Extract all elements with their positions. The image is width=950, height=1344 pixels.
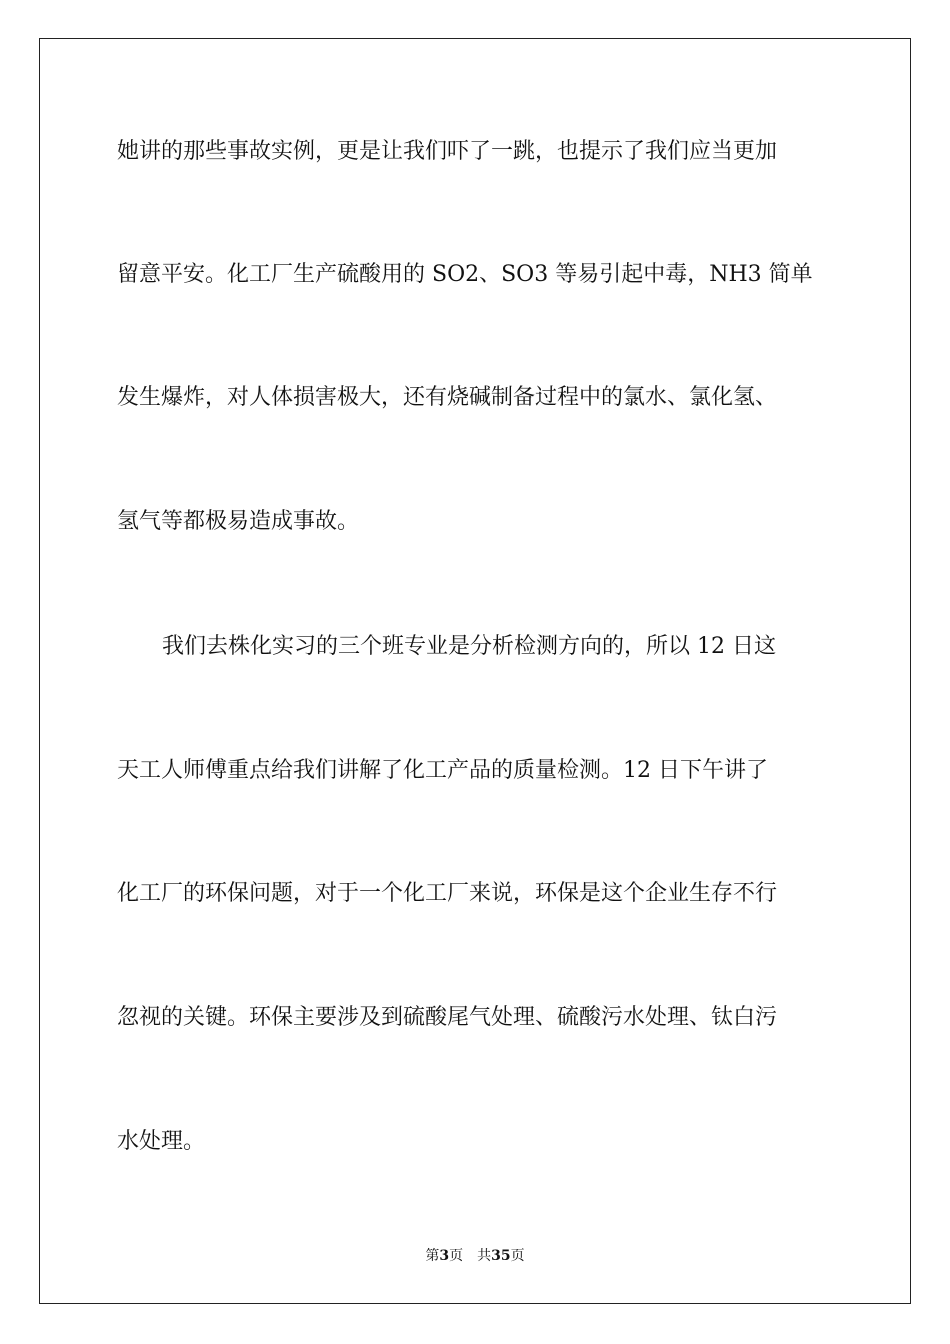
body-line-3: 发生爆炸，对人体损害极大，还有烧碱制备过程中的氯水、氯化氢、 xyxy=(117,385,778,410)
footer-total-prefix: 共 xyxy=(477,1248,492,1264)
body-line-7: 化工厂的环保问题，对于一个化工厂来说，环保是这个企业生存不行 xyxy=(117,881,778,906)
body-line-6: 天工人师傅重点给我们讲解了化工产品的质量检测。12 日下午讲了 xyxy=(117,758,768,783)
footer-total-suffix: 页 xyxy=(510,1248,525,1264)
body-line-5: 我们去株化实习的三个班专业是分析检测方向的，所以 12 日这 xyxy=(162,634,776,659)
footer-page-prefix: 第 xyxy=(425,1248,440,1264)
body-line-8: 忽视的关键。环保主要涉及到硫酸尾气处理、硫酸污水处理、钛白污 xyxy=(117,1005,778,1030)
page-border xyxy=(39,38,911,1304)
body-line-2: 留意平安。化工厂生产硫酸用的 SO2、SO3 等易引起中毒，NH3 简单 xyxy=(117,262,813,287)
page-footer xyxy=(0,1247,950,1265)
footer-total-pages: 35 xyxy=(491,1248,511,1264)
footer-page-number: 3 xyxy=(439,1248,450,1264)
body-line-9: 水处理。 xyxy=(117,1129,206,1154)
footer-page-suffix: 页 xyxy=(449,1248,464,1264)
body-line-1: 她讲的那些事故实例，更是让我们吓了一跳，也提示了我们应当更加 xyxy=(117,139,778,164)
body-line-4: 氢气等都极易造成事故。 xyxy=(117,509,360,534)
